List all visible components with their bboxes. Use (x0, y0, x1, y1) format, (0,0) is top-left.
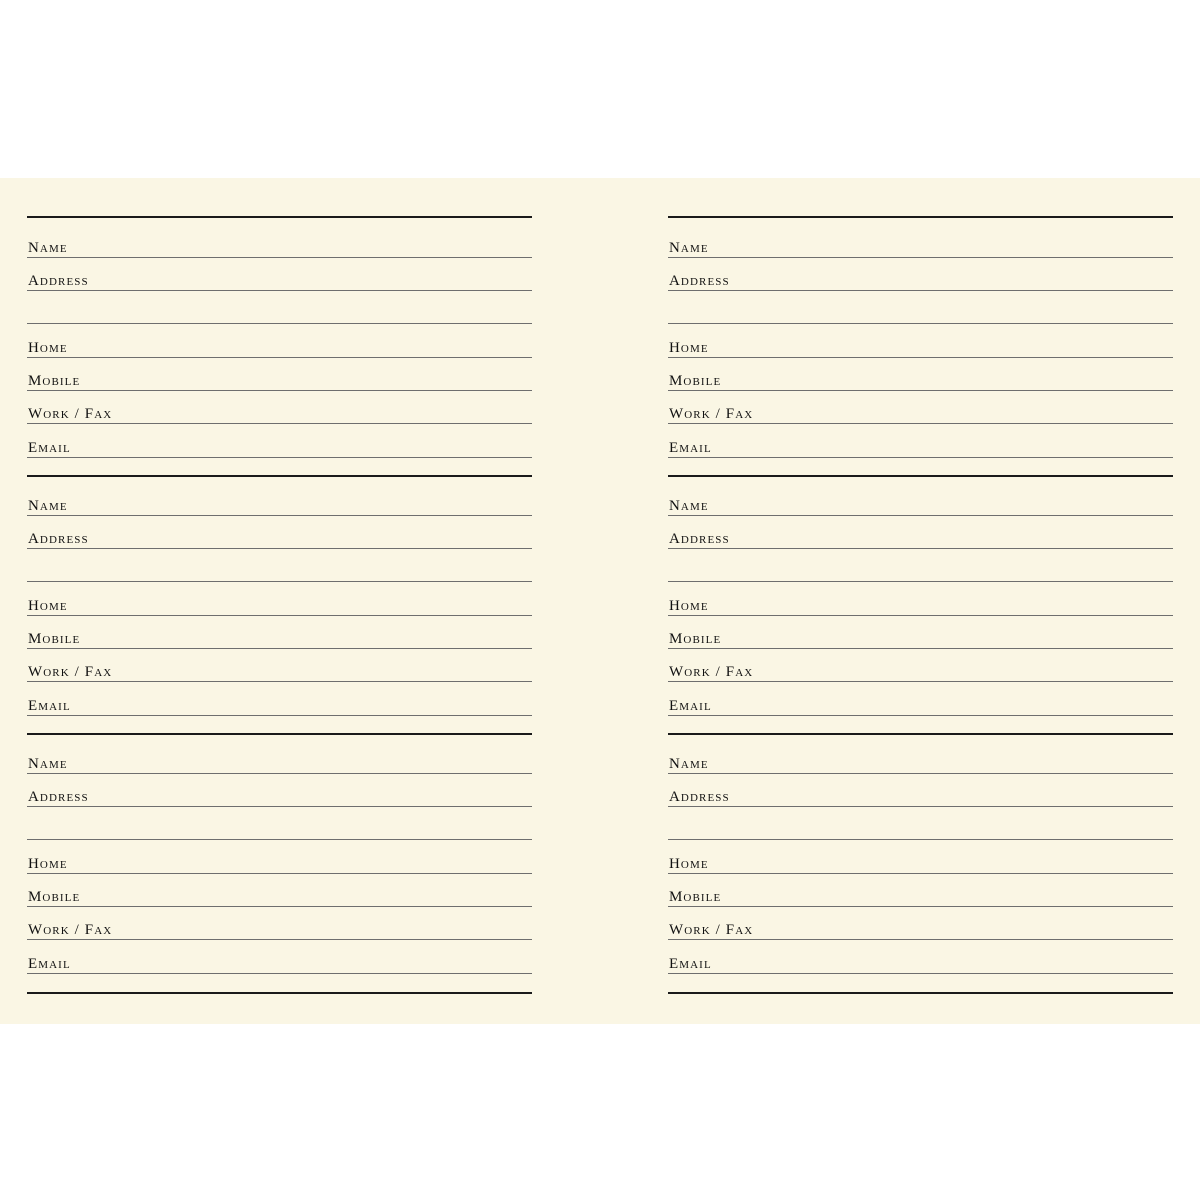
email-label: Email (28, 698, 71, 714)
work-fax-label: Work / Fax (669, 406, 754, 422)
address-label: Address (28, 273, 89, 289)
home-label: Home (28, 340, 68, 356)
email-label: Email (669, 698, 712, 714)
address-entry (27, 218, 532, 458)
address-line[interactable] (27, 526, 532, 549)
email-line[interactable] (668, 951, 1173, 974)
address-line[interactable] (668, 268, 1173, 291)
name-line[interactable] (27, 493, 532, 516)
address-line-2[interactable] (27, 301, 532, 324)
entry-bottom-rule (27, 992, 532, 994)
home-label: Home (28, 856, 68, 872)
mobile-label: Mobile (669, 373, 722, 389)
mobile-label: Mobile (28, 889, 81, 905)
home-phone-line[interactable] (668, 335, 1173, 358)
home-phone-line[interactable] (668, 851, 1173, 874)
work-fax-line[interactable] (27, 659, 532, 682)
email-line[interactable] (27, 951, 532, 974)
mobile-label: Mobile (28, 631, 81, 647)
home-label: Home (669, 856, 709, 872)
work-fax-label: Work / Fax (28, 406, 113, 422)
mobile-line[interactable] (668, 626, 1173, 649)
email-label: Email (669, 440, 712, 456)
work-fax-line[interactable] (27, 917, 532, 940)
work-fax-line[interactable] (668, 401, 1173, 424)
name-line[interactable] (668, 235, 1173, 258)
address-label: Address (669, 531, 730, 547)
mobile-line[interactable] (27, 368, 532, 391)
address-book-spread (0, 178, 1200, 1024)
email-line[interactable] (27, 693, 532, 716)
left-page (27, 178, 532, 1024)
mobile-label: Mobile (669, 631, 722, 647)
address-entry (668, 218, 1173, 458)
work-fax-line[interactable] (27, 401, 532, 424)
name-label: Name (669, 756, 709, 772)
address-entry (668, 476, 1173, 716)
address-label: Address (669, 789, 730, 805)
address-line[interactable] (27, 268, 532, 291)
mobile-label: Mobile (28, 373, 81, 389)
email-line[interactable] (668, 435, 1173, 458)
name-label: Name (669, 240, 709, 256)
email-label: Email (28, 956, 71, 972)
address-entry (668, 734, 1173, 974)
address-line[interactable] (668, 784, 1173, 807)
address-label: Address (28, 789, 89, 805)
address-line-2[interactable] (27, 817, 532, 840)
address-line[interactable] (27, 784, 532, 807)
address-line-2[interactable] (668, 301, 1173, 324)
name-label: Name (28, 498, 68, 514)
home-label: Home (28, 598, 68, 614)
work-fax-label: Work / Fax (28, 922, 113, 938)
work-fax-label: Work / Fax (669, 922, 754, 938)
home-phone-line[interactable] (27, 593, 532, 616)
name-line[interactable] (668, 493, 1173, 516)
home-label: Home (669, 598, 709, 614)
address-label: Address (669, 273, 730, 289)
mobile-line[interactable] (27, 884, 532, 907)
work-fax-label: Work / Fax (669, 664, 754, 680)
address-line[interactable] (668, 526, 1173, 549)
address-line-2[interactable] (27, 559, 532, 582)
address-line-2[interactable] (668, 817, 1173, 840)
name-line[interactable] (668, 751, 1173, 774)
home-label: Home (669, 340, 709, 356)
email-label: Email (28, 440, 71, 456)
mobile-line[interactable] (668, 368, 1173, 391)
home-phone-line[interactable] (668, 593, 1173, 616)
mobile-label: Mobile (669, 889, 722, 905)
mobile-line[interactable] (27, 626, 532, 649)
work-fax-label: Work / Fax (28, 664, 113, 680)
email-label: Email (669, 956, 712, 972)
email-line[interactable] (27, 435, 532, 458)
right-page (668, 178, 1173, 1024)
entry-bottom-rule (668, 992, 1173, 994)
home-phone-line[interactable] (27, 335, 532, 358)
name-label: Name (28, 240, 68, 256)
name-line[interactable] (27, 235, 532, 258)
address-entry (27, 734, 532, 974)
work-fax-line[interactable] (668, 917, 1173, 940)
mobile-line[interactable] (668, 884, 1173, 907)
address-label: Address (28, 531, 89, 547)
email-line[interactable] (668, 693, 1173, 716)
work-fax-line[interactable] (668, 659, 1173, 682)
home-phone-line[interactable] (27, 851, 532, 874)
address-line-2[interactable] (668, 559, 1173, 582)
name-label: Name (28, 756, 68, 772)
name-line[interactable] (27, 751, 532, 774)
address-entry (27, 476, 532, 716)
name-label: Name (669, 498, 709, 514)
